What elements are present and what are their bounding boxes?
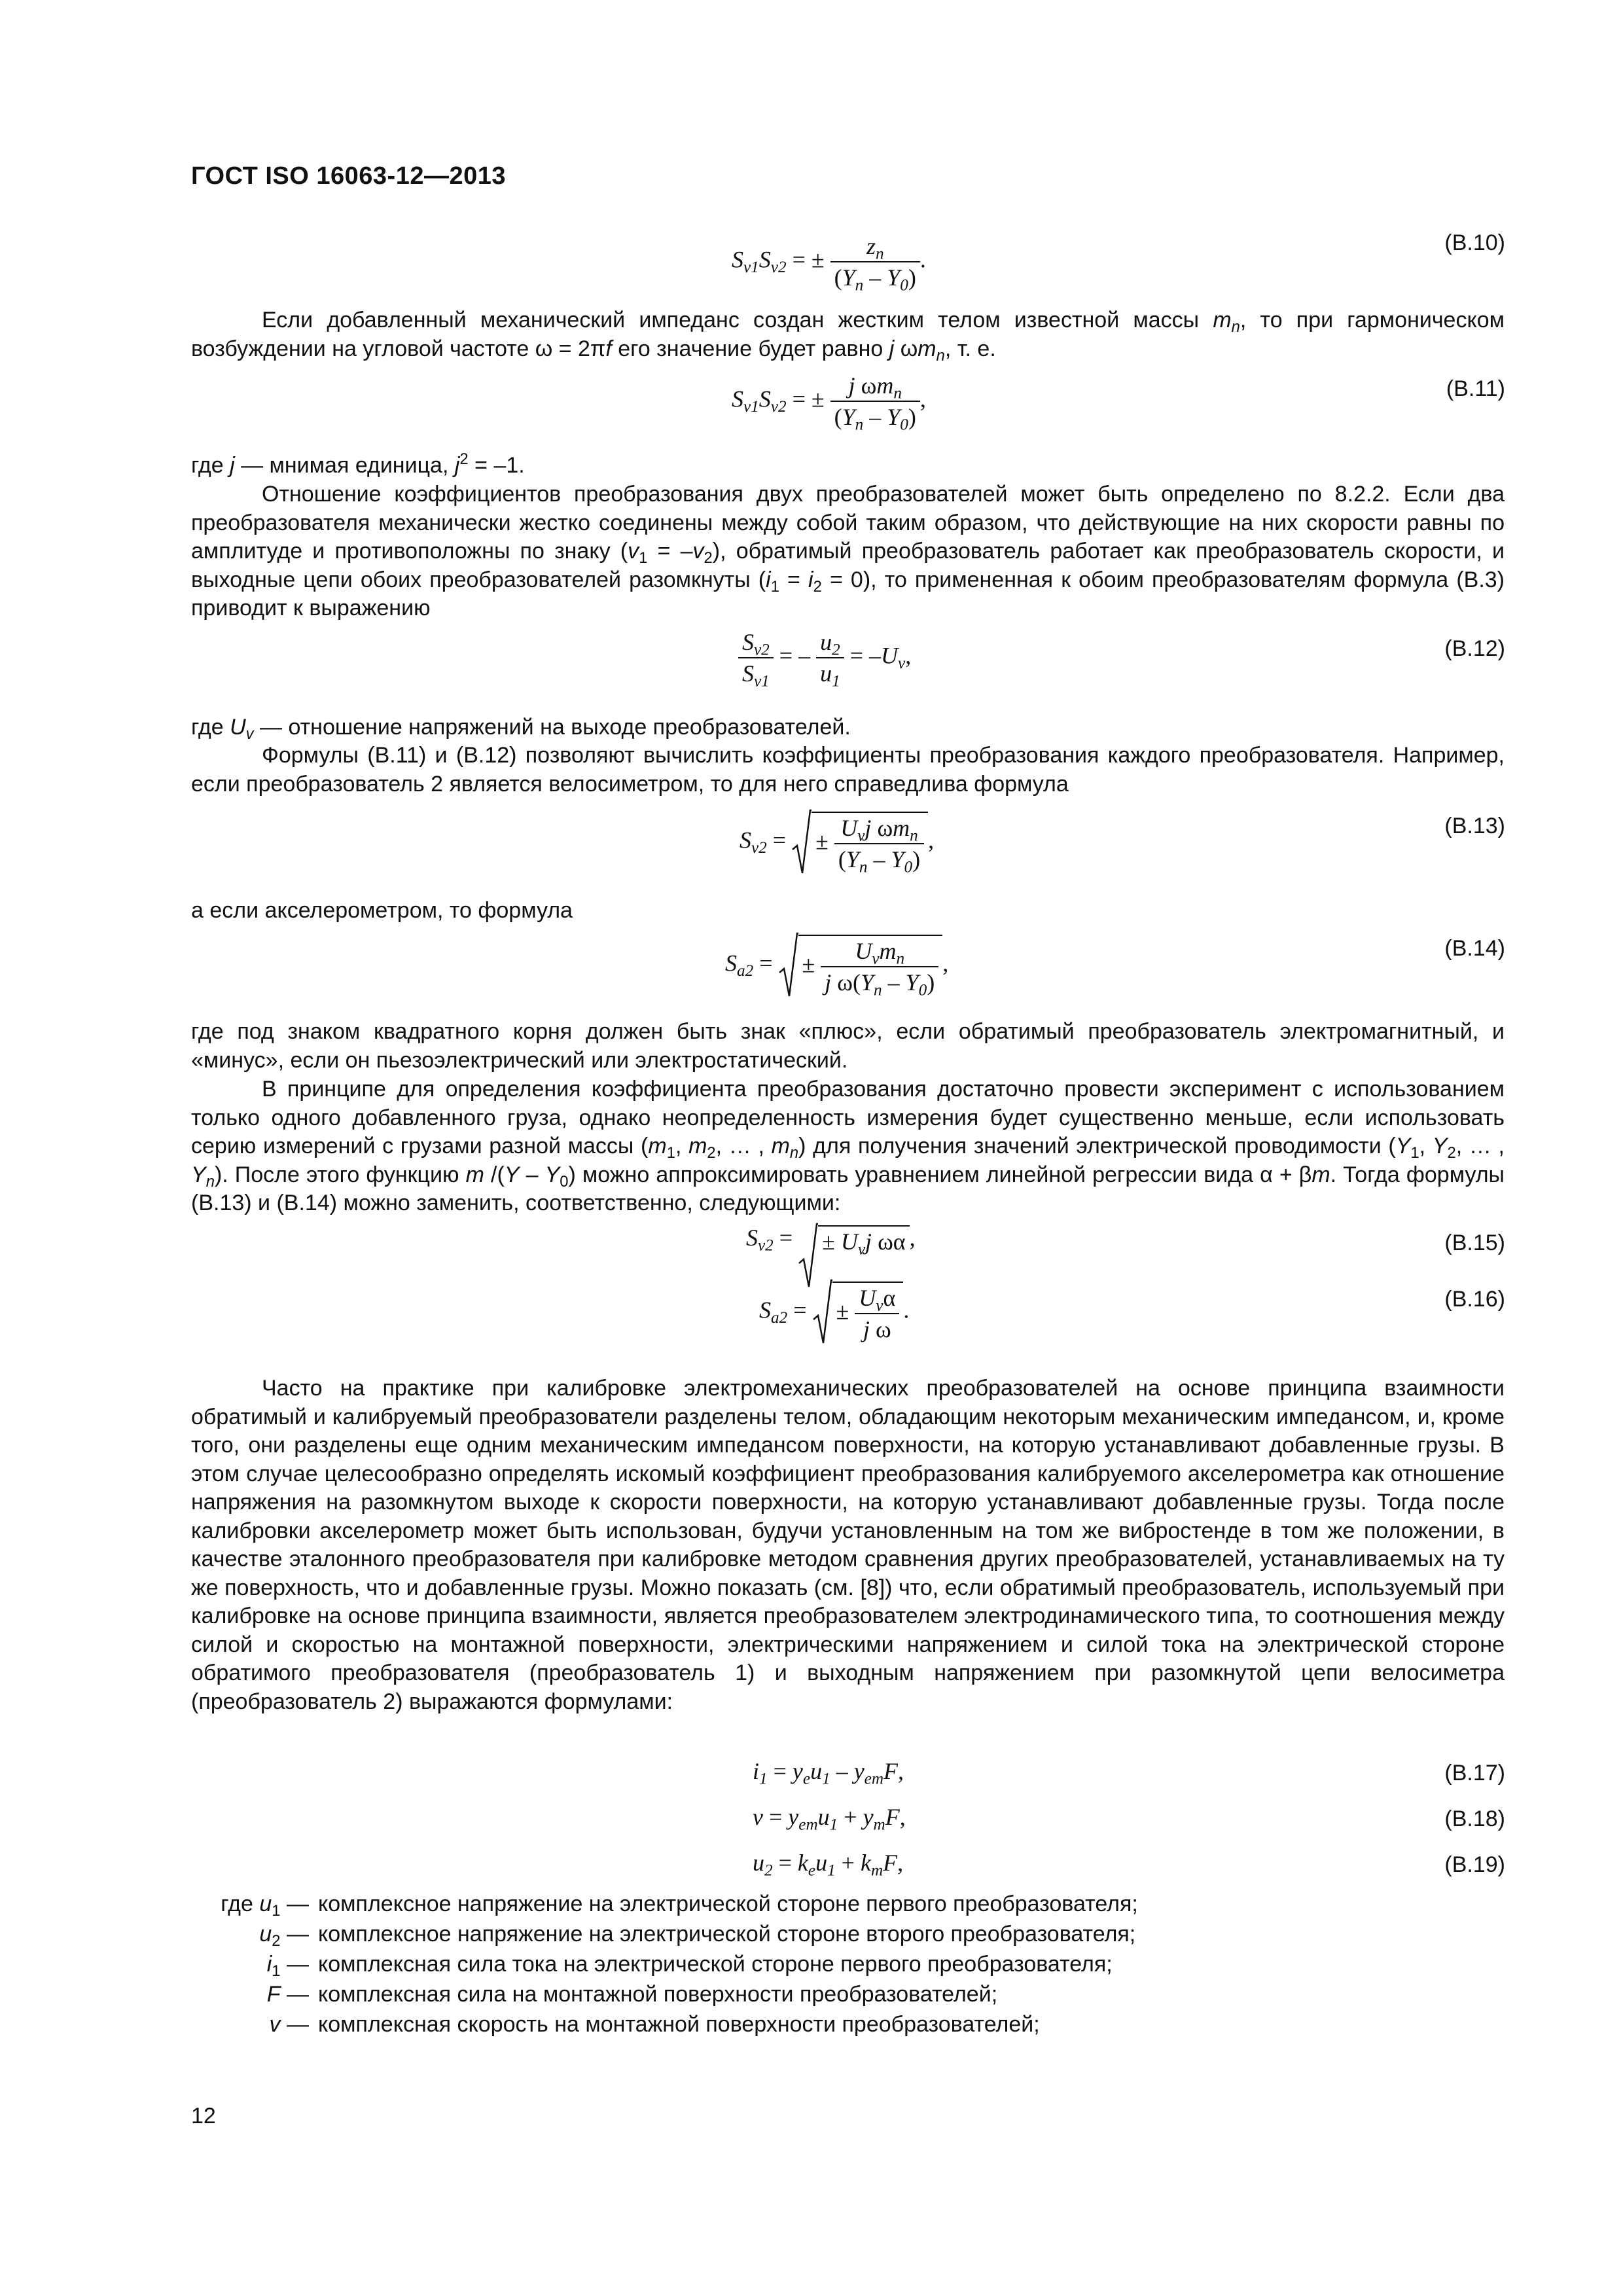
legend-text: комплексное напряжение на электрической стороне первого преобразователя; bbox=[318, 1892, 1138, 1916]
equation-b19: $u_2 = k_eu_1 + k_mF$, bbox=[753, 1850, 904, 1880]
equation-number: (В.12) bbox=[1444, 636, 1505, 661]
sqrt-icon: ± $\frac{U_vm_n}{j \omega(Y_n - Y_0)}$ bbox=[779, 935, 943, 996]
paragraph-7: где под знаком квадратного корня должен быть знак «плюс», если обратимый преобразователь электромагнитный, и «минус», если он пьезоэлектрический или электростатический. bbox=[191, 1019, 1505, 1073]
equation-b12: $\frac{S_{v2}}{S_{v1}}$ = – $\frac{u_2}{u_1}$ = $-U_v$, bbox=[738, 628, 911, 687]
equation-b13: $S_{v2}$ = ± $\frac{U_vj \omega m_n}{(Y_n - Y_0)}$ , bbox=[740, 812, 934, 873]
sqrt-icon: ± $\frac{U_vj \omega m_n}{(Y_n - Y_0)}$ bbox=[792, 812, 928, 873]
legend-row bbox=[0, 1890, 1623, 1923]
paragraph-2: где j — мнимая единица, $j^2 = -1$. bbox=[191, 450, 525, 478]
paragraph-1: Если добавленный механический импеданс создан жестким телом известной массы $m_n$, то при гармоническом возбуждении на угловой частоте ω = 2πf его значение будет равно j $\omega m_n$, т. е. bbox=[191, 308, 1505, 365]
equation-b16: $S_{a2}$ = ± $\frac{U_v\alpha}{\text{j ω}}$ . bbox=[759, 1282, 909, 1343]
paragraph-5: Формулы (В.11) и (В.12) позволяют вычислить коэффициенты преобразования каждого преобразователя. Например, если преобразователь 2 является велосиметром, то для него справедлива формула bbox=[191, 743, 1505, 797]
paragraph-4: где $U_v$ — отношение напряжений на выходе преобразователей. bbox=[191, 715, 851, 744]
equation-number: (В.17) bbox=[1444, 1761, 1505, 1785]
paragraph-8: В принципе для определения коэффициента преобразования достаточно провести эксперимент с использованием только одного добавленного груза, однако неопределенность измерения будет существенно меньше, если использовать серию измерений с грузами разной массы ($m_1$, $m_2$, … , $m_n$) для получения значений электрической проводимости ($Y_1$, $Y_2$, … , $Y_n$). После этого функцию m $/(Y - Y_0)$ можно аппроксимировать уравнением линейной регрессии вида α + βm. Тогда формулы (В.13) и (В.14) можно заменить, соответственно, следующими: bbox=[191, 1077, 1505, 1215]
legend-text: комплексная сила тока на электрической стороне первого преобразователя; bbox=[318, 1952, 1113, 1977]
page-number: 12 bbox=[191, 2104, 216, 2128]
paragraph-9: Часто на практике при калибровке электромеханических преобразователей на основе принципа взаимности обратимый и калибруемый преобразователи разделены телом, обладающим некоторым механическим импедансом, и, кроме того, они разделены еще одним механическим импедансом поверхности, на которую устанавливают добавленные грузы. В этом случае целесообразно определять искомый коэффициент преобразования калибруемого акселерометра как отношение напряжения на разомкнутом выходе к скорости поверхности, на которую устанавливают добавленные грузы. Тогда после калибровки акселерометр может быть использован, будучи установленным на том же вибростенде в том же положении, в качестве эталонного преобразователя при калибровке методом сравнения других преобразователей, устанавливаемых на ту же поверхность, что и добавленные грузы. Можно показать (см. [8]) что, если обратимый преобразователь, используемый при калибровке на основе принципа взаимности, является преобразователем электродинамического типа, то соотношения между силой и скоростью на монтажной поверхности, электрическими напряжением и силой тока на электрической стороне обратимого преобразователя (преобразователь 1) и выходным напряжением при разомкнутой цепи велосиметра (преобразователь 2) выражаются формулами: bbox=[191, 1376, 1505, 1714]
legend-text: комплексное напряжение на электрической стороне второго преобразователя; bbox=[318, 1922, 1136, 1946]
legend-row bbox=[0, 1920, 1623, 1953]
equation-b18: $v = y_{em}u_1 + y_mF$, bbox=[753, 1804, 906, 1834]
equation-b10: $S_{v1}S_{v2}$ = ± $\frac{z_n}{(Y_n - Y_0)}$ . bbox=[732, 233, 926, 295]
sqrt-icon: ± $U_vj$ ωα bbox=[798, 1225, 910, 1255]
equation-number: (В.11) bbox=[1446, 376, 1505, 401]
equation-number: (В.18) bbox=[1444, 1806, 1505, 1831]
sqrt-icon: ± $\frac{U_v\alpha}{\text{j ω}}$ bbox=[813, 1282, 904, 1343]
document-header: ГОСТ ISO 16063-12—2013 bbox=[191, 162, 507, 190]
equation-number: (В.16) bbox=[1444, 1287, 1505, 1312]
equation-number: (В.10) bbox=[1444, 230, 1505, 255]
equation-number: (В.14) bbox=[1444, 936, 1505, 961]
legend-row bbox=[0, 1950, 1623, 1983]
legend-text: комплексная скорость на монтажной поверхности преобразователей; bbox=[318, 2012, 1040, 2037]
equation-b15: $S_{v2}$ = ± $U_vj$ ωα , bbox=[746, 1224, 916, 1255]
paragraph-3: Отношение коэффициентов преобразования двух преобразователей может быть определено по 8.2.2. Если два преобразователя механически жестко соединены между собой таким образом, что действующие на них скорости равны по амплитуде и противоположны по знаку $(v_1 = -v_2)$, обратимый преобразователь работает как преобразователь скорости, и выходные цепи обоих преобразователей разомкнуты $(i_1 = i_2 = 0)$, то примененная к обоим преобразователям формула (В.3) приводит к выражению bbox=[191, 482, 1505, 620]
legend-text: комплексная сила на монтажной поверхности преобразователей; bbox=[318, 1982, 998, 2007]
equation-b17: $i_1 = y_eu_1 - y_{em}F$, bbox=[753, 1758, 904, 1788]
equation-b14: $S_{a2}$ = ± $\frac{U_vm_n}{j \omega(Y_n - Y_0)}$ , bbox=[725, 935, 948, 996]
legend-symbol: F — bbox=[266, 1982, 309, 2007]
equation-number: (В.15) bbox=[1444, 1230, 1505, 1255]
legend-symbol: где $u_1$ — bbox=[221, 1892, 309, 1920]
equation-b11: $S_{v1}S_{v2}$ = ± $\frac{j \omega m_n}{(Y_n - Y_0)}$ , bbox=[732, 372, 926, 434]
paragraph-6: а если акселерометром, то формула bbox=[191, 898, 573, 923]
legend-symbol: $i_1$ — bbox=[266, 1952, 309, 1981]
legend-row bbox=[0, 1981, 1623, 2013]
legend-symbol: v — bbox=[269, 2012, 309, 2037]
legend-row bbox=[0, 2011, 1623, 2043]
legend-symbol: $u_2$ — bbox=[259, 1922, 309, 1950]
equation-number: (В.19) bbox=[1444, 1852, 1505, 1877]
equation-number: (В.13) bbox=[1444, 814, 1505, 838]
